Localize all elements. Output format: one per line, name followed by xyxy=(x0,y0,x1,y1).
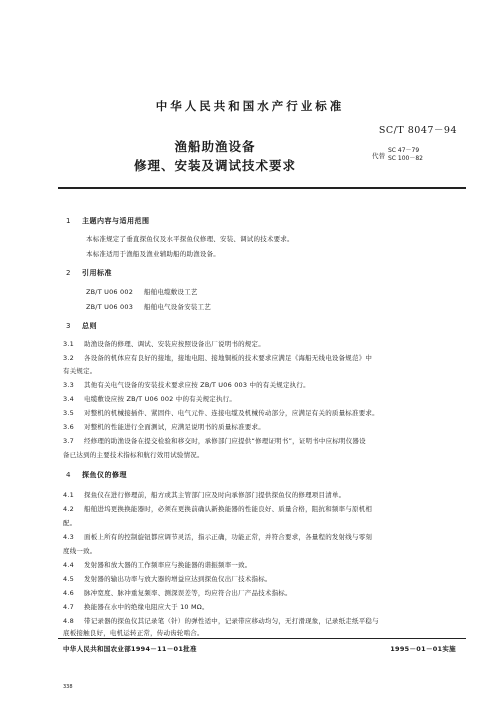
clause-number: 3.5 xyxy=(63,409,74,417)
replaced-standard: SC 100－82 xyxy=(388,155,423,162)
section-title: 总则 xyxy=(82,322,97,330)
clause-number: 4.1 xyxy=(63,491,74,499)
clause xyxy=(63,616,458,627)
clause-number: 4.3 xyxy=(63,533,74,541)
clause-number: 4.8 xyxy=(63,617,74,625)
section-title: 引用标准 xyxy=(82,269,112,277)
clause-text: 对整机的机械接插件、紧固件、电气元件、连接电缆及机械传动部分，应满足有关的质量标准要求。 xyxy=(84,409,379,417)
clause-number: 3.6 xyxy=(63,423,74,431)
clause-text: 脉冲宽度、脉冲重复频率、测深误差等，均应符合出厂产品技术指标。 xyxy=(84,589,292,597)
section-number: 3 xyxy=(66,322,71,330)
clause xyxy=(63,408,458,419)
clause-text: 电缆敷设应按 ZB/T U06 002 中的有关规定执行。 xyxy=(84,395,237,403)
clause-text: 换能器在水中的绝缘电阻应大于 10 MΩ。 xyxy=(84,603,209,611)
replaced-standards xyxy=(388,147,423,163)
section-number: 4 xyxy=(66,471,71,479)
section-title: 探鱼仪的修理 xyxy=(82,471,127,479)
approval-line: 中华人民共和国农业部1994－11－01批准 xyxy=(63,645,197,653)
replaces-label: 代替 xyxy=(372,151,385,160)
section-number: 1 xyxy=(66,217,71,225)
clause xyxy=(63,436,458,447)
clause-number: 3.3 xyxy=(63,381,74,389)
clause xyxy=(63,560,458,571)
clause xyxy=(63,532,458,543)
clause-text: 配。 xyxy=(63,519,77,527)
clause-continuation xyxy=(63,450,458,461)
clause-text: 发射器和放大器的工作频率应与换能器的谐振频率一致。 xyxy=(84,561,252,569)
clause xyxy=(63,588,458,599)
section-title: 主题内容与适用范围 xyxy=(82,217,150,225)
document-title-line1: 渔船助渔设备 xyxy=(174,139,256,154)
clause-number: 3.1 xyxy=(63,340,74,348)
page-number: 338 xyxy=(63,684,73,690)
clause-text: 发射器的输出功率与放大器的增益应达到探鱼仪出厂技术指标。 xyxy=(84,575,272,583)
section-2-heading xyxy=(66,268,112,278)
issuing-authority: 中华人民共和国水产行业标准 xyxy=(155,99,345,113)
header-rule xyxy=(58,187,466,189)
clause xyxy=(63,339,458,350)
clause-text: 备已达到的主要技术指标和航行效用试验情况。 xyxy=(63,451,204,459)
section-1-heading xyxy=(66,216,150,226)
footer-rule xyxy=(58,638,466,639)
clause-continuation xyxy=(63,366,458,377)
implementation-date: 1995－01－01实施 xyxy=(390,645,456,653)
clause xyxy=(63,422,458,433)
reference-code: ZB/T U06 002 xyxy=(86,288,134,296)
clause-number: 3.7 xyxy=(63,437,74,445)
reference-code: ZB/T U06 003 xyxy=(86,303,134,311)
clause-continuation xyxy=(63,546,458,557)
clause-text: 各设备的机体应有良好的接地，接地电阻、接地铜板的技术要求应满足《海船无线电设备规范》中 xyxy=(84,354,373,362)
clause xyxy=(63,394,458,405)
section-4-heading xyxy=(66,470,127,480)
clause xyxy=(63,574,458,585)
clause-text: 助渔设备的修理、调试、安装应按照设备出厂说明书的规定。 xyxy=(84,340,265,348)
reference-name: 船舶电缆敷设工艺 xyxy=(144,288,198,296)
paragraph: 本标准规定了垂直探鱼仪及水平探鱼仪修理、安装、调试的技术要求。 xyxy=(86,235,294,243)
clause xyxy=(63,380,458,391)
clause-number: 3.2 xyxy=(63,354,74,362)
clause-text: 度线一致。 xyxy=(63,547,97,555)
reference-item xyxy=(86,302,211,313)
clause-number: 4.6 xyxy=(63,589,74,597)
paragraph: 本标准适用于渔船及渔业辅助船的助渔设备。 xyxy=(86,250,220,258)
clause-text: 有关规定。 xyxy=(63,367,97,375)
section-3-heading xyxy=(66,321,97,331)
reference-name: 船舶电气设备安装工艺 xyxy=(144,303,211,311)
clause-text: 底板接触良好，电机运转正常，传动齿轮啮合。 xyxy=(63,629,204,637)
reference-item xyxy=(86,287,198,298)
replaced-standard: SC 47－79 xyxy=(388,147,420,154)
clause-number: 4.2 xyxy=(63,505,74,513)
clause-text: 带记录器的探鱼仪其记录笔（针）的弹性适中，记录带应移动均匀，无打滑现象，记录纸走纸平稳与 xyxy=(84,617,379,625)
clause-continuation xyxy=(63,518,458,529)
clause xyxy=(63,602,458,613)
clause-text: 对整机的性能进行全面测试，应满足说明书的质量标准要求。 xyxy=(84,423,265,431)
clause-number: 4.5 xyxy=(63,575,74,583)
clause xyxy=(63,504,458,515)
clause-text: 船舶进坞更换换能器时，必须在更换前确认新换能器的性能良好、质量合格，阻抗和频率与原机相 xyxy=(84,505,373,513)
clause-number: 4.4 xyxy=(63,561,74,569)
clause-text: 面板上所有的控制旋钮都应调节灵活，指示正确，功能正常，并符合要求，各量程的发射线与零刻 xyxy=(84,533,373,541)
section-number: 2 xyxy=(66,269,71,277)
replaces-note xyxy=(372,147,423,163)
clause-number: 4.7 xyxy=(63,603,74,611)
clause-text: 经修理的助渔设备在提交检验和移交时，承修部门应提供“修理证明书”，证明书中应标明仪器设 xyxy=(84,437,366,445)
clause xyxy=(63,490,458,501)
standard-number: SC/T 8047－94 xyxy=(378,125,457,136)
clause-text: 探鱼仪在进行修理前，船方或其主管部门应及时向承修部门提供探鱼仪的修理项目清单。 xyxy=(84,491,346,499)
clause xyxy=(63,353,458,364)
clause-text: 其他有关电气设备的安装技术要求应按 ZB/T U06 003 中的有关规定执行。 xyxy=(84,381,310,389)
document-title-line2: 修理、安装及调试技术要求 xyxy=(133,158,296,173)
clause-number: 3.4 xyxy=(63,395,74,403)
